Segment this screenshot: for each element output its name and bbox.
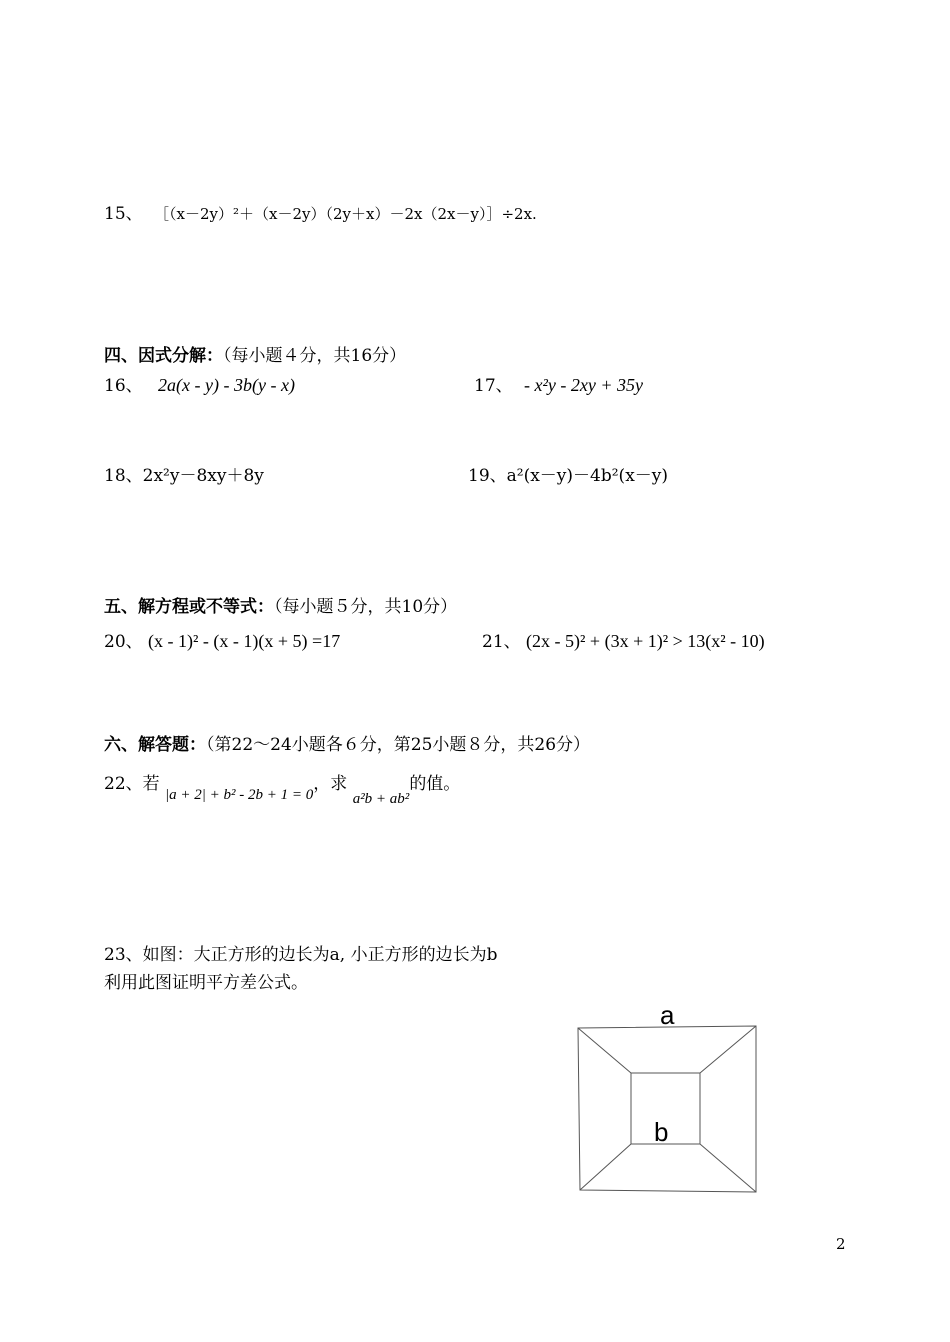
section-6-note: （第22～24小题各６分，第25小题８分，共26分） <box>206 735 591 755</box>
question-22-condition: |a + 2| + b² - 2b + 1 = 0 <box>165 787 314 803</box>
question-18-number: 18、 <box>104 466 143 486</box>
question-17-number: 17、 <box>474 376 513 396</box>
question-22-mid: ，求 <box>313 774 348 794</box>
question-19 <box>468 466 668 486</box>
section-5-note: （每小题５分，共10分） <box>274 597 458 617</box>
question-22-number: 22、 <box>104 774 143 794</box>
question-23-line-1: 23、如图：大正方形的边长为a, 小正方形的边长为b <box>104 945 498 965</box>
question-22-prefix: 若 <box>142 774 160 794</box>
question-22-target: a²b + ab² <box>352 791 410 807</box>
diagonal-top-right <box>700 1026 756 1073</box>
question-21 <box>482 631 765 652</box>
question-21-expression: (2x - 5)² + (3x + 1)² > 13(x² - 10) <box>526 631 765 651</box>
question-20 <box>104 631 340 652</box>
question-20-number: 20、 <box>104 632 143 652</box>
question-16-expression: 2a(x - y) - 3b(y - x) <box>158 375 295 395</box>
section-6-title: 六、解答题： <box>104 735 206 755</box>
page-number: 2 <box>836 1235 846 1253</box>
section-6-heading <box>104 735 590 755</box>
squares-figure <box>570 1022 760 1197</box>
question-15-number: 15、 <box>104 204 143 224</box>
section-4-title: 四、因式分解： <box>104 346 223 366</box>
question-15-expression: ［（x－2y）²＋（x－2y）（2y＋x）－2x（2x－y）］÷2x. <box>154 205 537 223</box>
figure-label-a: a <box>660 1000 675 1030</box>
section-4-heading <box>104 346 406 366</box>
figure-label-b: b <box>654 1117 669 1147</box>
question-17 <box>474 375 643 396</box>
diagonal-bottom-right <box>700 1144 756 1192</box>
question-23-line-2: 利用此图证明平方差公式。 <box>104 973 308 993</box>
question-22-suffix: 的值。 <box>409 774 461 794</box>
question-16-number: 16、 <box>104 376 143 396</box>
question-18 <box>104 466 264 486</box>
question-22 <box>104 774 461 807</box>
question-16 <box>104 375 295 396</box>
section-5-heading <box>104 597 457 617</box>
section-5-title: 五、解方程或不等式： <box>104 597 274 617</box>
question-19-expression: a²(x－y)－4b²(x－y) <box>506 466 669 486</box>
question-19-number: 19、 <box>468 466 507 486</box>
question-17-expression: - x²y - 2xy + 35y <box>524 375 644 395</box>
question-21-number: 21、 <box>482 632 521 652</box>
diagonal-top-left <box>578 1028 631 1073</box>
question-20-expression: (x - 1)² - (x - 1)(x + 5) =17 <box>148 631 341 651</box>
question-18-expression: 2x²y－8xy＋8y <box>142 466 264 486</box>
section-4-note: （每小题４分，共16分） <box>223 346 407 366</box>
question-15 <box>104 204 537 224</box>
diagonal-bottom-left <box>580 1144 631 1190</box>
